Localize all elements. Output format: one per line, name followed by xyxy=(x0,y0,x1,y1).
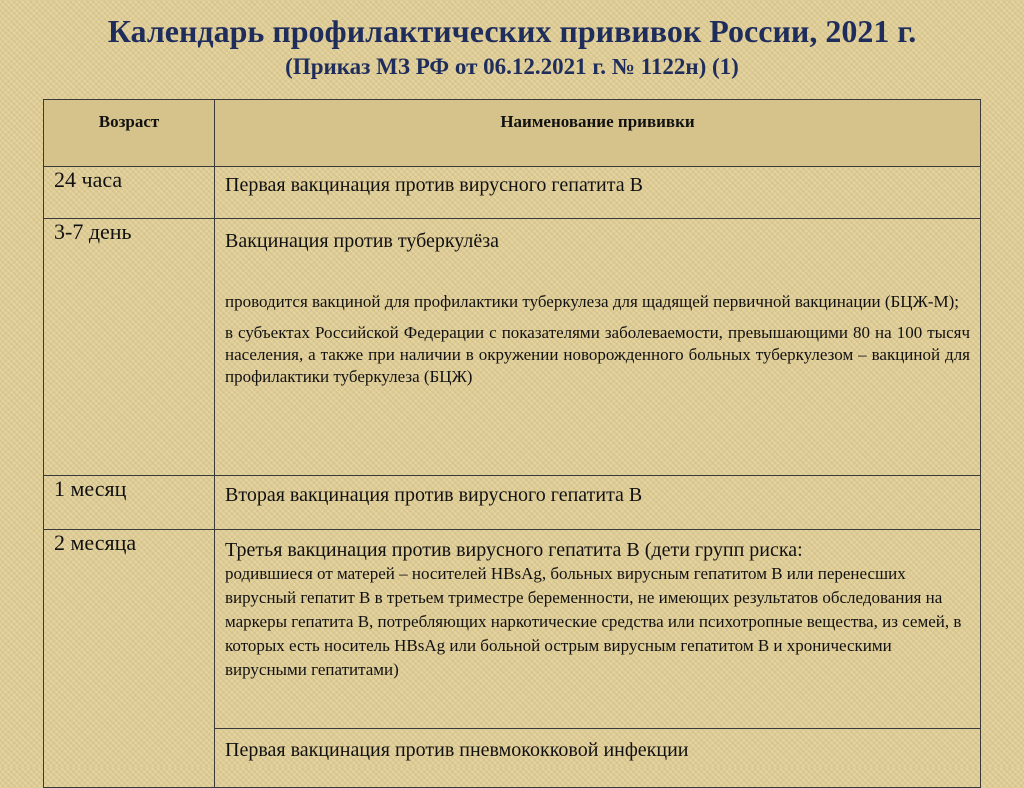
vaccine-note: родившиеся от матерей – носителей HBsAg, больных вирусным гепатитом В или перенесших вирусный гепатит В в третьем триместре беременности, не имеющих результатов обследования на маркеры гепатита В, потребляющих наркотические средства или психотропные вещества, из семей, в которых есть носитель HBsAg или больной острым вирусным гепатитом В и хроническими вирусными гепатитами) xyxy=(225,564,962,679)
age-cell: 2 месяца xyxy=(44,530,215,788)
vaccine-subcell: Первая вакцинация против пневмококковой инфекции xyxy=(225,739,689,761)
vaccine-subcell xyxy=(215,530,980,729)
vaccine-cell xyxy=(215,530,981,788)
vaccination-schedule-table xyxy=(43,99,981,788)
vaccine-cell: Первая вакцинация против вирусного гепатита В xyxy=(215,167,981,219)
vaccine-cell xyxy=(215,219,981,476)
page-title: Календарь профилактических прививок России, 2021 г. xyxy=(107,13,917,49)
slide-header xyxy=(0,12,1024,82)
table-row xyxy=(44,530,981,788)
header-vaccine-name: Наименование прививки xyxy=(215,100,981,167)
table-row xyxy=(44,219,981,476)
vaccine-note: проводится вакциной для профилактики туберкулеза для щадящей первичной вакцинации (БЦЖ-М); xyxy=(225,292,959,311)
table-row xyxy=(44,167,981,219)
header-age: Возраст xyxy=(44,100,215,167)
age-cell: 1 месяц xyxy=(44,476,215,530)
age-cell: 24 часа xyxy=(44,167,215,219)
vaccine-note: в субъектах Российской Федерации с показателями заболеваемости, превышающими 80 на 100 тысяч населения, а также при наличии в окружении новорожденного больных туберкулезом – вакциной для профилактики туберкулеза (БЦЖ) xyxy=(225,323,970,386)
table-row xyxy=(44,476,981,530)
table-header-row xyxy=(44,100,981,167)
vaccine-name: Вакцинация против туберкулёза xyxy=(225,230,500,252)
age-cell: 3-7 день xyxy=(44,219,215,476)
page-subtitle: (Приказ МЗ РФ от 06.12.2021 г. № 1122н) (1) xyxy=(285,54,739,79)
vaccine-cell: Вторая вакцинация против вирусного гепатита В xyxy=(215,476,981,530)
vaccine-name: Третья вакцинация против вирусного гепатита В (дети групп риска: xyxy=(225,539,803,561)
